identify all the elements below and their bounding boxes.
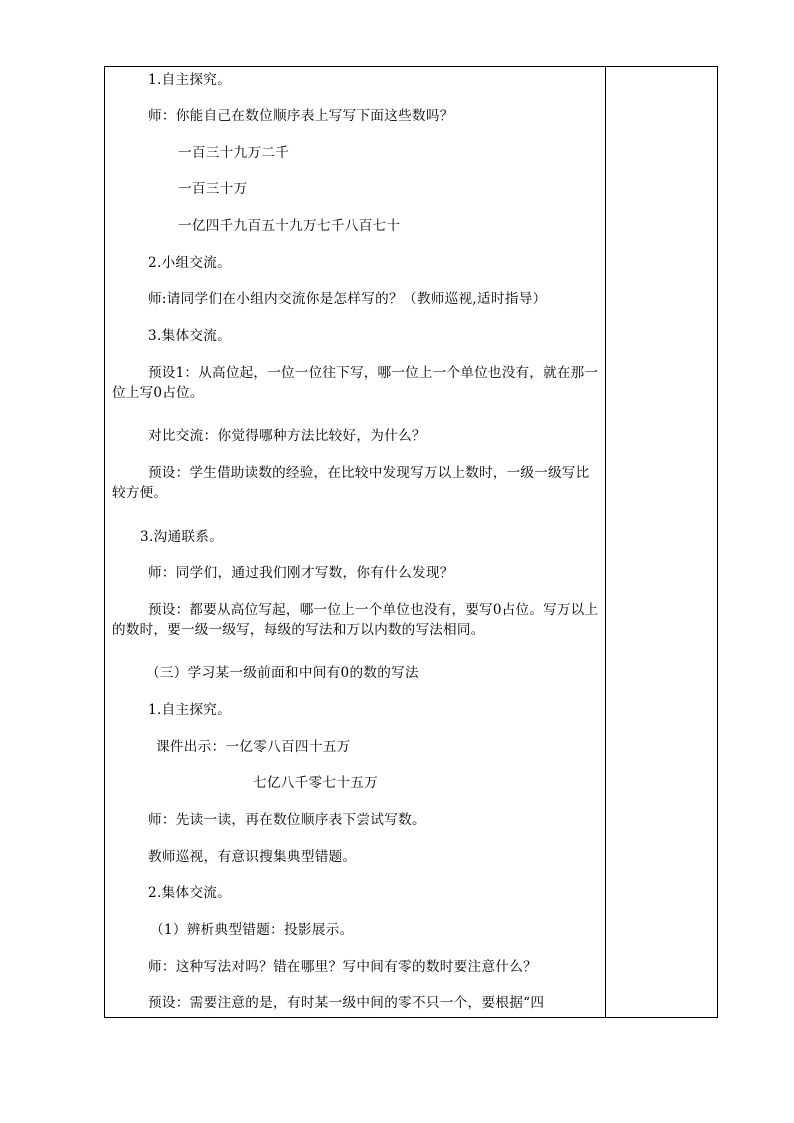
step-heading: 2.集体交流。 <box>148 885 232 901</box>
step-heading: 1.自主探究。 <box>148 72 232 88</box>
teacher-instruction: 师:请同学们在小组内交流你是怎样写的？（教师巡视,适时指导） <box>148 291 547 307</box>
step-heading: 1.自主探究。 <box>148 702 232 718</box>
section-heading: （三）学习某一级前面和中间有0的数的写法 <box>146 665 419 681</box>
courseware-display-item: 七亿八千零七十五万 <box>253 775 379 791</box>
preset-answer: 预设：学生借助读数的经验，在比较中发现写万以上数时，一级一级写比较方便。 <box>112 465 590 501</box>
lesson-content-cell <box>112 66 602 1018</box>
comparison-question: 对比交流：你觉得哪种方法比较好，为什么？ <box>148 428 426 444</box>
teacher-question: 师：同学们，通过我们刚才写数，你有什么发现？ <box>148 565 454 581</box>
step-heading: 3.沟通联系。 <box>140 529 224 545</box>
teacher-instruction: 师：先读一读，再在数位顺序表下尝试写数。 <box>148 812 426 828</box>
step-heading: 3.集体交流。 <box>148 328 232 344</box>
number-item: 一百三十万 <box>178 181 248 197</box>
sub-step: （1）辨析典型错题：投影展示。 <box>150 922 354 938</box>
table-column-divider <box>605 66 606 1018</box>
step-heading: 2.小组交流。 <box>148 255 232 271</box>
number-item: 一百三十九万二千 <box>178 145 290 161</box>
teacher-question: 师：你能自己在数位顺序表上写写下面这些数吗？ <box>148 108 454 124</box>
teacher-question: 师：这种写法对吗？错在哪里？写中间有零的数时要注意什么？ <box>148 959 538 975</box>
preset-answer-1: 预设1：从高位起，一位一位往下写，哪一位上一个单位也没有，就在那一位上写0占位。 <box>112 365 599 401</box>
preset-answer: 预设：都要从高位写起，哪一位上一个单位也没有，要写0占位。写万以上的数时，要一级一级写，每级的写法和万以内数的写法相同。 <box>112 602 599 638</box>
preset-answer: 预设：需要注意的是，有时某一级中间的零不只一个，要根据“四 <box>148 995 545 1011</box>
number-item: 一亿四千九百五十九万七千八百七十 <box>178 218 401 234</box>
teacher-action: 教师巡视，有意识搜集典型错题。 <box>148 849 357 865</box>
courseware-display: 课件出示：一亿零八百四十五万 <box>156 739 351 755</box>
